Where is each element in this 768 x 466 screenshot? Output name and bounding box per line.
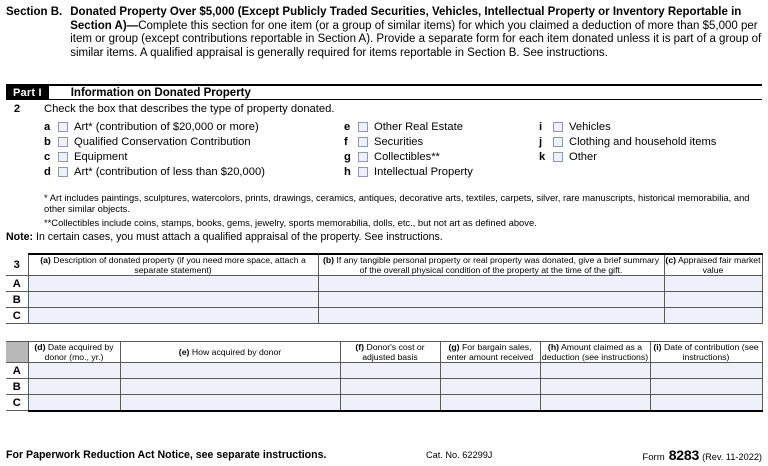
header-cell-a — [28, 254, 318, 276]
checkbox-label-h: Intellectual Property — [374, 165, 473, 178]
table-lower-header-row — [6, 342, 762, 363]
header-tag-f: (f) — [355, 342, 365, 352]
header-tag-g: (g) — [448, 342, 460, 352]
header-text-h: Amount claimed as a deduction (see instructions) — [541, 342, 649, 363]
checkbox-label-i: Vehicles — [569, 120, 611, 133]
grey-spacer-block — [6, 342, 28, 363]
section-b-body-text: Complete this section for one item (or a group of similar items) for which you claimed a deduction of more than $5,000 per item or group (except contributions reportable in Section A). Provide a separate form for each item donated unless it is part of a group of similar items. A qualified appraisal is generally required for items reportable in Section B. See instructions. — [70, 19, 762, 59]
cell-b-i[interactable] — [650, 379, 762, 395]
footnote-collectibles: **Collectibles include coins, stamps, books, gems, jewelry, sports memorabilia, dolls, etc., but not art as defined above. — [44, 216, 537, 228]
cell-b-e[interactable] — [120, 379, 340, 395]
table-row — [6, 395, 762, 411]
header-cell-d — [28, 342, 120, 363]
donated-property-table-lower — [6, 341, 763, 412]
header-text-f: Donor's cost or adjusted basis — [362, 342, 425, 363]
table-upper-row-number: 3 — [6, 254, 28, 276]
header-tag-d: (d) — [34, 342, 46, 352]
cell-b-f[interactable] — [340, 379, 440, 395]
checkbox-label-b: Qualified Conservation Contribution — [74, 135, 251, 148]
cell-a-f[interactable] — [340, 363, 440, 379]
checkbox-h[interactable] — [358, 167, 368, 177]
catalog-number: Cat. No. 62299J — [426, 450, 493, 460]
checkbox-row-e[interactable] — [344, 119, 539, 134]
section-b-dash: — — [126, 19, 139, 32]
table-row — [6, 276, 762, 292]
header-text-g: For bargain sales, enter amount received — [446, 342, 534, 363]
checkbox-c[interactable] — [58, 152, 68, 162]
cell-b-g[interactable] — [440, 379, 540, 395]
header-cell-g — [440, 342, 540, 363]
cell-a-i[interactable] — [650, 363, 762, 379]
row-letter-b-upper: B — [6, 292, 28, 308]
header-tag-c: (c) — [665, 255, 677, 265]
checkbox-e[interactable] — [358, 122, 368, 132]
checkbox-column-1 — [44, 119, 344, 179]
checkbox-row-a[interactable] — [44, 119, 344, 134]
line-2-header — [6, 103, 762, 116]
note-label: Note: — [6, 231, 34, 243]
checkbox-row-i[interactable] — [539, 119, 739, 134]
table-row — [6, 292, 762, 308]
section-b-title: Donated Property Over $5,000 (Except Publicly Traded Securities, Vehicles, Intellectual Property or Inventory Reportable in Section A) — [70, 6, 742, 32]
header-cell-e — [120, 342, 340, 363]
cell-b-a[interactable] — [28, 292, 318, 308]
checkbox-j[interactable] — [553, 137, 563, 147]
checkbox-row-k[interactable] — [539, 149, 739, 164]
checkbox-row-f[interactable] — [344, 134, 539, 149]
cell-c-f[interactable] — [340, 395, 440, 411]
checkbox-letter-a: a — [44, 120, 51, 133]
checkbox-row-j[interactable] — [539, 134, 739, 149]
cell-c-e[interactable] — [120, 395, 340, 411]
checkbox-letter-b: b — [44, 135, 51, 148]
cell-b-c[interactable] — [664, 292, 762, 308]
footnotes-block — [44, 192, 762, 228]
checkbox-f[interactable] — [358, 137, 368, 147]
checkbox-g[interactable] — [358, 152, 368, 162]
cell-b-b[interactable] — [318, 292, 664, 308]
note-text: In certain cases, you must attach a qualified appraisal of the property. See instructions. — [36, 231, 443, 243]
header-tag-a: (a) — [40, 255, 51, 265]
section-b-label: Section B. — [6, 6, 63, 18]
cell-c-a[interactable] — [28, 308, 318, 324]
header-cell-b — [318, 254, 664, 276]
form-footer — [6, 448, 762, 462]
cell-a-b[interactable] — [318, 276, 664, 292]
cell-c-h[interactable] — [540, 395, 650, 411]
checkbox-label-k: Other — [569, 150, 597, 163]
form-word: Form — [642, 452, 665, 463]
form-identifier — [642, 447, 762, 463]
cell-c-c[interactable] — [664, 308, 762, 324]
checkbox-label-j: Clothing and household items — [569, 135, 717, 148]
checkbox-column-2 — [344, 119, 539, 179]
checkbox-i[interactable] — [553, 122, 563, 132]
cell-b-d[interactable] — [28, 379, 120, 395]
checkbox-letter-c: c — [44, 150, 51, 163]
header-text-d: Date acquired by donor (mo., yr.) — [44, 342, 114, 363]
form-number: 8283 — [668, 447, 700, 463]
form-revision: (Rev. 11-2022) — [702, 452, 762, 462]
header-text-i: Date of contribution (see instructions) — [663, 342, 759, 363]
checkbox-letter-i: i — [539, 120, 543, 133]
header-tag-i: (i) — [653, 342, 662, 352]
cell-c-g[interactable] — [440, 395, 540, 411]
part-i-title: Information on Donated Property — [70, 86, 251, 99]
section-b-description — [70, 6, 762, 60]
checkbox-label-d: Art* (contribution of less than $20,000) — [74, 165, 265, 178]
header-text-a: Description of donated property (if you need more space, attach a separate statement) — [53, 255, 306, 276]
cell-a-a[interactable] — [28, 276, 318, 292]
cell-c-d[interactable] — [28, 395, 120, 411]
cell-c-i[interactable] — [650, 395, 762, 411]
cell-a-c[interactable] — [664, 276, 762, 292]
row-letter-c-upper: C — [6, 308, 28, 324]
part-i-bar — [6, 84, 762, 100]
header-cell-h — [540, 342, 650, 363]
line-2-block — [6, 103, 762, 179]
checkbox-row-h[interactable] — [344, 164, 539, 179]
row-letter-c-lower: C — [6, 395, 28, 411]
line-2-instruction: Check the box that describes the type of property donated. — [44, 103, 335, 115]
table-row — [6, 363, 762, 379]
cell-a-e[interactable] — [120, 363, 340, 379]
cell-a-g[interactable] — [440, 363, 540, 379]
checkbox-letter-h: h — [344, 165, 351, 178]
cell-a-h[interactable] — [540, 363, 650, 379]
checkbox-k[interactable] — [553, 152, 563, 162]
table-row — [6, 308, 762, 324]
header-tag-b: (b) — [322, 255, 335, 265]
checkbox-row-d[interactable] — [44, 164, 344, 179]
checkbox-letter-g: g — [344, 150, 351, 163]
checkbox-label-e: Other Real Estate — [374, 120, 463, 133]
checkbox-row-g[interactable] — [344, 149, 539, 164]
checkbox-label-f: Securities — [374, 135, 424, 148]
checkbox-column-3 — [539, 119, 739, 179]
header-tag-e: (e) — [178, 347, 190, 358]
part-i-tag: Part I — [6, 86, 49, 99]
header-cell-f — [340, 342, 440, 363]
section-b-heading — [6, 6, 762, 60]
footnote-art: * Art includes paintings, sculptures, watercolors, prints, drawings, ceramics, antiques, decorative arts, textiles, carpets, silver, rare manuscripts, historical memorabilia, and other similar objects. — [44, 192, 750, 215]
row-letter-b-lower: B — [6, 379, 28, 395]
line-2-number: 2 — [13, 103, 21, 115]
checkbox-label-a: Art* (contribution of $20,000 or more) — [74, 120, 259, 133]
checkbox-letter-e: e — [344, 120, 351, 133]
table-upper-header-row — [6, 254, 762, 276]
checkbox-label-g: Collectibles** — [374, 150, 440, 163]
cell-c-b[interactable] — [318, 308, 664, 324]
checkbox-label-c: Equipment — [74, 150, 128, 163]
header-tag-h: (h) — [547, 342, 560, 352]
row-letter-a-upper: A — [6, 276, 28, 292]
checkbox-a[interactable] — [58, 122, 68, 132]
note-line — [6, 231, 762, 243]
checkbox-letter-f: f — [344, 135, 348, 148]
header-text-c: Appraised fair market value — [677, 255, 761, 276]
header-text-e: How acquired by donor — [191, 347, 282, 358]
checkbox-d[interactable] — [58, 167, 68, 177]
table-row — [6, 379, 762, 395]
checkbox-letter-k: k — [539, 150, 546, 163]
header-cell-i — [650, 342, 762, 363]
header-text-b: If any tangible personal property or real property was donated, give a brief summary of the overall physical condition of the property at the time of the gift. — [336, 255, 660, 276]
header-cell-c — [664, 254, 762, 276]
checkbox-letter-j: j — [539, 135, 543, 148]
checkbox-letter-d: d — [44, 165, 51, 178]
checkbox-row-c[interactable] — [44, 149, 344, 164]
cell-a-d[interactable] — [28, 363, 120, 379]
checkbox-b[interactable] — [58, 137, 68, 147]
donated-property-table-upper — [6, 253, 763, 324]
cell-b-h[interactable] — [540, 379, 650, 395]
row-letter-a-lower: A — [6, 363, 28, 379]
paperwork-notice: For Paperwork Reduction Act Notice, see separate instructions. — [6, 449, 327, 461]
checkbox-row-b[interactable] — [44, 134, 344, 149]
property-type-checkbox-grid — [6, 119, 762, 179]
